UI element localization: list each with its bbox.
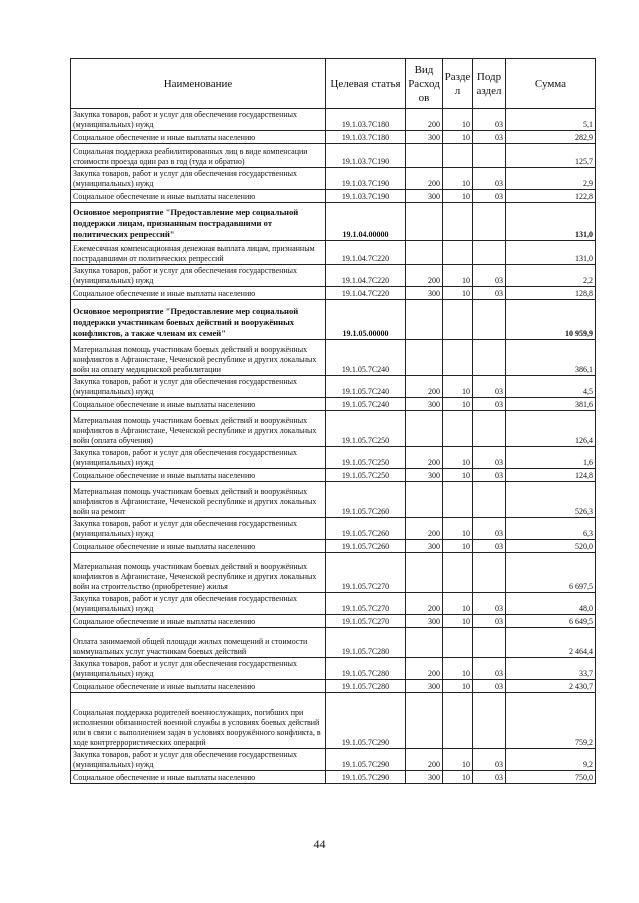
row-section-cell: 10 bbox=[443, 131, 473, 144]
row-section-cell: 10 bbox=[443, 287, 473, 300]
row-sum-cell: 2 430,7 bbox=[506, 680, 596, 693]
row-name-cell: Социальная поддержка родителей военнослужащих, погибших при исполнении обязанностей военной службы в условиях боевых действий или в связи с выполнением задач в условиях вооружённого конфликта, в ходе контртеррористических операций bbox=[71, 693, 326, 749]
row-target-article-cell: 19.1.05.7С270 bbox=[326, 615, 406, 628]
row-subsection-cell: 03 bbox=[473, 615, 506, 628]
row-sum-cell: 124,8 bbox=[506, 469, 596, 482]
row-sum-cell: 6 697,5 bbox=[506, 553, 596, 593]
table-row bbox=[71, 518, 596, 540]
table-row bbox=[71, 190, 596, 203]
budget-document bbox=[70, 58, 595, 784]
row-target-article-cell: 19.1.05.7С260 bbox=[326, 518, 406, 540]
row-subsection-cell: 03 bbox=[473, 398, 506, 411]
row-target-article-cell: 19.1.04.00000 bbox=[326, 203, 406, 241]
row-target-article-cell: 19.1.05.7С250 bbox=[326, 469, 406, 482]
row-subsection-cell: 03 bbox=[473, 518, 506, 540]
row-name-cell: Закупка товаров, работ и услуг для обеспечения государственных (муниципальных) нужд bbox=[71, 593, 326, 615]
row-subsection-cell: 03 bbox=[473, 749, 506, 771]
row-target-article-cell: 19.1.03.7С190 bbox=[326, 190, 406, 203]
row-sum-cell: 759,2 bbox=[506, 693, 596, 749]
row-sum-cell: 131,0 bbox=[506, 241, 596, 265]
table-row bbox=[71, 109, 596, 131]
row-target-article-cell: 19.1.05.7С240 bbox=[326, 398, 406, 411]
row-target-article-cell: 19.1.05.7С280 bbox=[326, 680, 406, 693]
row-section-cell: 10 bbox=[443, 168, 473, 190]
table-row bbox=[71, 340, 596, 376]
table-row bbox=[71, 398, 596, 411]
row-name-cell: Социальное обеспечение и иные выплаты населению bbox=[71, 615, 326, 628]
row-section-cell: 10 bbox=[443, 398, 473, 411]
row-section-cell bbox=[443, 482, 473, 518]
row-expense-type-cell: 200 bbox=[406, 518, 443, 540]
table-header-row bbox=[71, 59, 596, 109]
row-subsection-cell: 03 bbox=[473, 131, 506, 144]
row-expense-type-cell bbox=[406, 144, 443, 168]
row-target-article-cell: 19.1.05.7С280 bbox=[326, 658, 406, 680]
row-expense-type-cell: 200 bbox=[406, 593, 443, 615]
row-name-cell: Основное мероприятие "Предоставление мер социальной поддержки лицам, признанным пострадавшими от политических репрессий" bbox=[71, 203, 326, 241]
row-expense-type-cell: 200 bbox=[406, 109, 443, 131]
row-target-article-cell: 19.1.05.7С250 bbox=[326, 447, 406, 469]
row-name-cell: Закупка товаров, работ и услуг для обеспечения государственных (муниципальных) нужд bbox=[71, 658, 326, 680]
row-target-article-cell: 19.1.05.7С250 bbox=[326, 411, 406, 447]
row-expense-type-cell: 200 bbox=[406, 749, 443, 771]
row-expense-type-cell: 200 bbox=[406, 168, 443, 190]
row-section-cell bbox=[443, 628, 473, 658]
row-expense-type-cell: 300 bbox=[406, 615, 443, 628]
row-subsection-cell: 03 bbox=[473, 447, 506, 469]
row-section-cell: 10 bbox=[443, 447, 473, 469]
row-target-article-cell: 19.1.03.7С180 bbox=[326, 109, 406, 131]
row-expense-type-cell: 300 bbox=[406, 680, 443, 693]
row-sum-cell: 48,0 bbox=[506, 593, 596, 615]
table-row bbox=[71, 411, 596, 447]
budget-table bbox=[70, 58, 596, 784]
row-subsection-cell bbox=[473, 340, 506, 376]
row-section-cell bbox=[443, 340, 473, 376]
row-name-cell: Закупка товаров, работ и услуг для обеспечения государственных (муниципальных) нужд bbox=[71, 376, 326, 398]
table-row bbox=[71, 771, 596, 784]
row-name-cell: Материальная помощь участникам боевых действий и вооружённых конфликтов в Афганистане, Чеченской республике и других локальных войн (оплата обучения) bbox=[71, 411, 326, 447]
row-expense-type-cell bbox=[406, 340, 443, 376]
row-expense-type-cell: 200 bbox=[406, 658, 443, 680]
row-subsection-cell bbox=[473, 628, 506, 658]
row-expense-type-cell bbox=[406, 203, 443, 241]
row-sum-cell: 122,8 bbox=[506, 190, 596, 203]
row-expense-type-cell bbox=[406, 628, 443, 658]
row-subsection-cell bbox=[473, 693, 506, 749]
row-section-cell: 10 bbox=[443, 771, 473, 784]
row-section-cell: 10 bbox=[443, 593, 473, 615]
row-subsection-cell bbox=[473, 144, 506, 168]
row-target-article-cell: 19.1.05.7С270 bbox=[326, 553, 406, 593]
row-section-cell: 10 bbox=[443, 615, 473, 628]
row-name-cell: Социальное обеспечение и иные выплаты населению bbox=[71, 540, 326, 553]
row-subsection-cell: 03 bbox=[473, 109, 506, 131]
row-section-cell bbox=[443, 411, 473, 447]
row-sum-cell: 2,9 bbox=[506, 168, 596, 190]
row-section-cell: 10 bbox=[443, 749, 473, 771]
table-row bbox=[71, 469, 596, 482]
row-subsection-cell bbox=[473, 241, 506, 265]
row-sum-cell: 282,9 bbox=[506, 131, 596, 144]
row-sum-cell: 6 649,5 bbox=[506, 615, 596, 628]
row-subsection-cell: 03 bbox=[473, 287, 506, 300]
row-target-article-cell: 19.1.03.7С190 bbox=[326, 144, 406, 168]
row-target-article-cell: 19.1.04.7С220 bbox=[326, 241, 406, 265]
table-row bbox=[71, 287, 596, 300]
row-section-cell: 10 bbox=[443, 680, 473, 693]
row-name-cell: Закупка товаров, работ и услуг для обеспечения государственных (муниципальных) нужд bbox=[71, 447, 326, 469]
row-subsection-cell bbox=[473, 300, 506, 340]
row-target-article-cell: 19.1.05.7С270 bbox=[326, 593, 406, 615]
header-section: Разде л bbox=[443, 59, 473, 109]
header-name: Наименование bbox=[71, 59, 326, 109]
row-expense-type-cell bbox=[406, 482, 443, 518]
row-expense-type-cell: 300 bbox=[406, 131, 443, 144]
row-section-cell: 10 bbox=[443, 518, 473, 540]
row-expense-type-cell: 200 bbox=[406, 447, 443, 469]
table-body bbox=[71, 109, 596, 784]
row-target-article-cell: 19.1.05.7С240 bbox=[326, 340, 406, 376]
row-target-article-cell: 19.1.05.00000 bbox=[326, 300, 406, 340]
table-row bbox=[71, 615, 596, 628]
row-subsection-cell: 03 bbox=[473, 540, 506, 553]
row-name-cell: Материальная помощь участникам боевых действий и вооружённых конфликтов в Афганистане, Чеченской республике и других локальных войн на оплату медицинской реабилитации bbox=[71, 340, 326, 376]
row-expense-type-cell bbox=[406, 693, 443, 749]
row-subsection-cell: 03 bbox=[473, 469, 506, 482]
row-sum-cell: 33,7 bbox=[506, 658, 596, 680]
table-row bbox=[71, 593, 596, 615]
row-sum-cell: 126,4 bbox=[506, 411, 596, 447]
row-section-cell bbox=[443, 144, 473, 168]
row-name-cell: Социальное обеспечение и иные выплаты населению bbox=[71, 469, 326, 482]
header-target-article: Целевая статья bbox=[326, 59, 406, 109]
row-expense-type-cell: 300 bbox=[406, 771, 443, 784]
row-name-cell: Ежемесячная компенсационная денежная выплата лицам, признанным пострадавшими от политических репрессий bbox=[71, 241, 326, 265]
row-subsection-cell bbox=[473, 553, 506, 593]
row-section-cell bbox=[443, 203, 473, 241]
row-target-article-cell: 19.1.05.7С290 bbox=[326, 693, 406, 749]
row-sum-cell: 2 464,4 bbox=[506, 628, 596, 658]
table-row bbox=[71, 680, 596, 693]
row-sum-cell: 4,5 bbox=[506, 376, 596, 398]
row-name-cell: Социальная поддержка реабилитированных лиц в виде компенсации стоимости проезда один раз в год (туда и обратно) bbox=[71, 144, 326, 168]
row-section-cell: 10 bbox=[443, 109, 473, 131]
row-subsection-cell bbox=[473, 482, 506, 518]
row-target-article-cell: 19.1.04.7С220 bbox=[326, 265, 406, 287]
row-target-article-cell: 19.1.05.7С260 bbox=[326, 540, 406, 553]
row-name-cell: Социальное обеспечение и иные выплаты населению bbox=[71, 131, 326, 144]
row-subsection-cell: 03 bbox=[473, 680, 506, 693]
row-expense-type-cell bbox=[406, 553, 443, 593]
row-sum-cell: 10 959,9 bbox=[506, 300, 596, 340]
row-name-cell: Материальная помощь участникам боевых действий и вооружённых конфликтов в Афганистане, Чеченской республике и других локальных войн на ремонт bbox=[71, 482, 326, 518]
table-row bbox=[71, 376, 596, 398]
row-sum-cell: 381,6 bbox=[506, 398, 596, 411]
row-sum-cell: 2,2 bbox=[506, 265, 596, 287]
row-section-cell bbox=[443, 693, 473, 749]
row-target-article-cell: 19.1.05.7С240 bbox=[326, 376, 406, 398]
table-row bbox=[71, 447, 596, 469]
row-sum-cell: 750,0 bbox=[506, 771, 596, 784]
table-row bbox=[71, 540, 596, 553]
row-subsection-cell: 03 bbox=[473, 190, 506, 203]
row-section-cell: 10 bbox=[443, 658, 473, 680]
table-row bbox=[71, 144, 596, 168]
row-section-cell bbox=[443, 300, 473, 340]
table-row bbox=[71, 693, 596, 749]
table-row bbox=[71, 553, 596, 593]
table-row bbox=[71, 168, 596, 190]
row-name-cell: Закупка товаров, работ и услуг для обеспечения государственных (муниципальных) нужд bbox=[71, 749, 326, 771]
row-section-cell: 10 bbox=[443, 540, 473, 553]
row-expense-type-cell bbox=[406, 300, 443, 340]
table-row bbox=[71, 265, 596, 287]
row-name-cell: Закупка товаров, работ и услуг для обеспечения государственных (муниципальных) нужд bbox=[71, 168, 326, 190]
row-section-cell: 10 bbox=[443, 190, 473, 203]
row-subsection-cell: 03 bbox=[473, 771, 506, 784]
row-subsection-cell: 03 bbox=[473, 168, 506, 190]
table-row bbox=[71, 658, 596, 680]
row-sum-cell: 6,3 bbox=[506, 518, 596, 540]
row-section-cell: 10 bbox=[443, 376, 473, 398]
row-sum-cell: 526,3 bbox=[506, 482, 596, 518]
row-sum-cell: 131,0 bbox=[506, 203, 596, 241]
header-expense-type: Вид Расход ов bbox=[406, 59, 443, 109]
row-expense-type-cell: 200 bbox=[406, 376, 443, 398]
row-sum-cell: 5,1 bbox=[506, 109, 596, 131]
row-section-cell bbox=[443, 553, 473, 593]
row-expense-type-cell: 300 bbox=[406, 469, 443, 482]
row-expense-type-cell bbox=[406, 411, 443, 447]
row-subsection-cell bbox=[473, 203, 506, 241]
row-name-cell: Социальное обеспечение и иные выплаты населению bbox=[71, 398, 326, 411]
row-target-article-cell: 19.1.03.7С190 bbox=[326, 168, 406, 190]
row-name-cell: Закупка товаров, работ и услуг для обеспечения государственных (муниципальных) нужд bbox=[71, 518, 326, 540]
row-sum-cell: 125,7 bbox=[506, 144, 596, 168]
row-sum-cell: 520,0 bbox=[506, 540, 596, 553]
row-name-cell: Социальное обеспечение и иные выплаты населению bbox=[71, 190, 326, 203]
table-row bbox=[71, 300, 596, 340]
table-row bbox=[71, 749, 596, 771]
row-subsection-cell: 03 bbox=[473, 376, 506, 398]
header-subsection: Подр аздел bbox=[473, 59, 506, 109]
row-subsection-cell: 03 bbox=[473, 658, 506, 680]
row-name-cell: Материальная помощь участникам боевых действий и вооружённых конфликтов в Афганистане, Чеченской республике и других локальных войн на строительство (приобретение) жилья bbox=[71, 553, 326, 593]
row-subsection-cell: 03 bbox=[473, 593, 506, 615]
row-name-cell: Закупка товаров, работ и услуг для обеспечения государственных (муниципальных) нужд bbox=[71, 109, 326, 131]
page-number: 44 bbox=[313, 837, 326, 851]
row-sum-cell: 1,6 bbox=[506, 447, 596, 469]
row-target-article-cell: 19.1.05.7С290 bbox=[326, 771, 406, 784]
row-name-cell: Социальное обеспечение и иные выплаты населению bbox=[71, 680, 326, 693]
row-section-cell: 10 bbox=[443, 265, 473, 287]
row-sum-cell: 128,8 bbox=[506, 287, 596, 300]
row-expense-type-cell: 300 bbox=[406, 287, 443, 300]
row-name-cell: Социальное обеспечение и иные выплаты населению bbox=[71, 771, 326, 784]
row-sum-cell: 9,2 bbox=[506, 749, 596, 771]
row-name-cell: Закупка товаров, работ и услуг для обеспечения государственных (муниципальных) нужд bbox=[71, 265, 326, 287]
row-subsection-cell: 03 bbox=[473, 265, 506, 287]
row-expense-type-cell: 200 bbox=[406, 265, 443, 287]
row-name-cell: Оплата занимаемой общей площади жилых помещений и стоимости коммунальных услуг участникам боевых действий bbox=[71, 628, 326, 658]
row-target-article-cell: 19.1.05.7С290 bbox=[326, 749, 406, 771]
row-subsection-cell bbox=[473, 411, 506, 447]
row-target-article-cell: 19.1.05.7С280 bbox=[326, 628, 406, 658]
row-target-article-cell: 19.1.04.7С220 bbox=[326, 287, 406, 300]
row-section-cell: 10 bbox=[443, 469, 473, 482]
row-section-cell bbox=[443, 241, 473, 265]
table-row bbox=[71, 203, 596, 241]
table-row bbox=[71, 241, 596, 265]
row-name-cell: Основное мероприятие "Предоставление мер социальной поддержки участникам боевых действий и вооружённых конфликтов, а также членам их семей" bbox=[71, 300, 326, 340]
table-row bbox=[71, 628, 596, 658]
table-row bbox=[71, 482, 596, 518]
row-expense-type-cell: 300 bbox=[406, 540, 443, 553]
table-row bbox=[71, 131, 596, 144]
row-expense-type-cell: 300 bbox=[406, 398, 443, 411]
row-sum-cell: 386,1 bbox=[506, 340, 596, 376]
row-target-article-cell: 19.1.03.7С180 bbox=[326, 131, 406, 144]
row-expense-type-cell bbox=[406, 241, 443, 265]
header-sum: Сумма bbox=[506, 59, 596, 109]
row-name-cell: Социальное обеспечение и иные выплаты населению bbox=[71, 287, 326, 300]
row-expense-type-cell: 300 bbox=[406, 190, 443, 203]
row-target-article-cell: 19.1.05.7С260 bbox=[326, 482, 406, 518]
